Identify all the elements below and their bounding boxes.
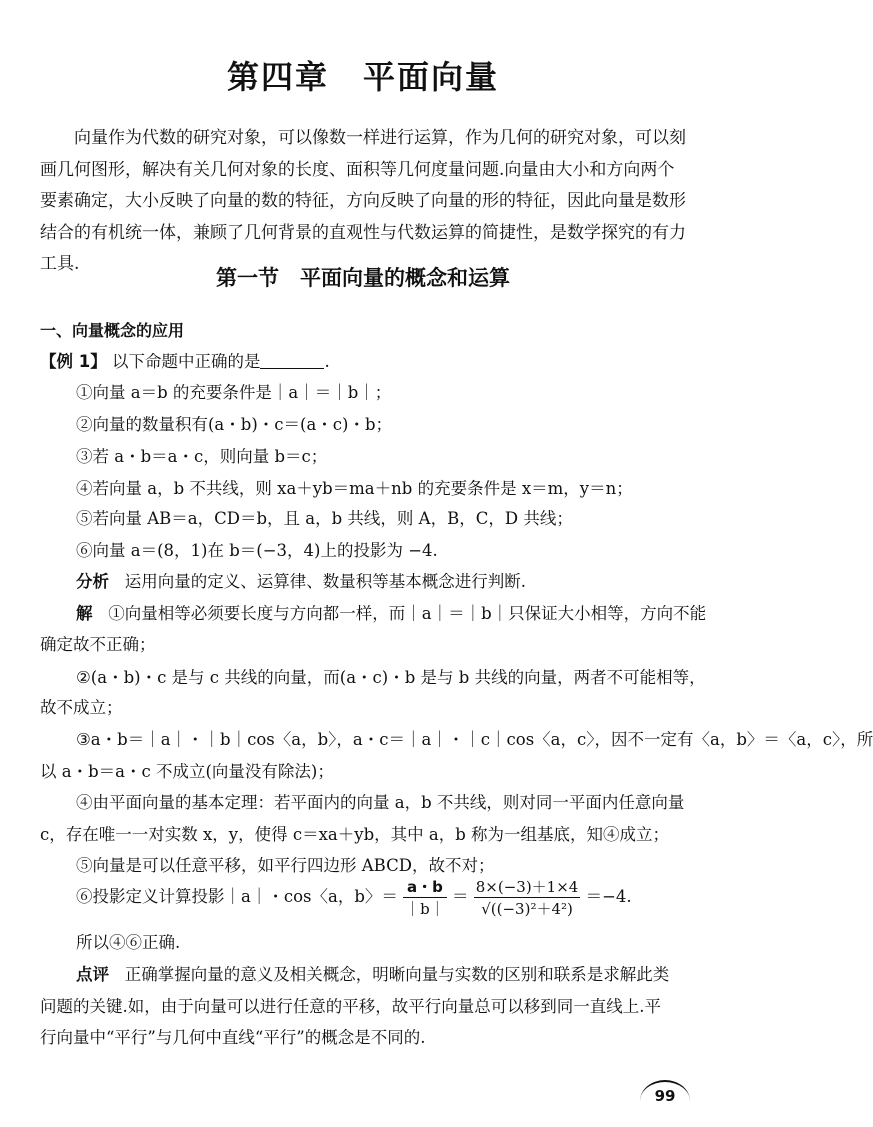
subheading: 一、向量概念的应用 [40,321,185,340]
fraction-2 [474,876,581,919]
example-question [40,348,330,372]
solution-label: 解 [76,604,93,623]
solution-line-9: ⑤向量是可以任意平移，如平行四边形 ABCD，故不对； [76,856,495,875]
analysis-text: 运用向量的定义、运算律、数量积等基本概念进行判断. [124,572,526,591]
example-item-2: ②向量的数量积有(a・b)・c＝(a・c)・b； [76,415,393,434]
solution-conclusion: 所以④⑥正确. [76,933,181,952]
solution-line-7: ④由平面向量的基本定理：若平面内的向量 a，b 不共线，则对同一平面内任意向量 [76,793,685,812]
comment-line-1 [76,961,669,985]
solution-line-3: ②(a・b)・c 是与 c 共线的向量，而(a・c)・b 是与 b 共线的向量，两者不可能相等， [76,668,706,687]
comment-text-1: 正确掌握向量的意义及相关概念，明晰向量与实数的区别和联系是求解此类 [124,965,670,984]
chapter-title: 第四章 平面向量 [226,58,499,96]
comment-line-2: 问题的关键.如，由于向量可以进行任意的平移，故平行向量总可以移到同一直线上.平 [40,997,661,1016]
solution-line-4: 故不成立； [40,698,123,717]
example-item-1: ①向量 a＝b 的充要条件是｜a｜＝｜b｜； [76,383,392,402]
example-question-text: 以下命题中正确的是 [111,352,261,371]
projection-formula [76,876,632,919]
example-label: 【例 1】 [40,352,107,371]
formula-equals: ＝ [452,887,469,906]
example-item-5: ⑤若向量 AB＝a，CD＝b，且 a，b 共线，则 A，B，C，D 共线； [76,509,573,528]
answer-blank [260,354,324,369]
fraction-2-numerator: 8×(−3)＋1×4 [475,878,579,896]
solution-text-1: ①向量相等必须要长度与方向都一样，而｜a｜＝｜b｜只保证大小相等，方向不能 [108,604,707,623]
example-item-6: ⑥向量 a＝(8，1)在 b＝(−3，4)上的投影为 −4. [76,541,438,560]
solution-line-1 [76,600,706,624]
fraction-1 [403,876,447,919]
solution-line-2: 确定故不正确； [40,635,156,654]
page-number: 99 [654,1087,676,1105]
example-item-3: ③若 a・b＝a・c，则向量 b＝c； [76,447,328,466]
example-item-4: ④若向量 a，b 不共线，则 xa＋yb＝ma＋nb 的充要条件是 x＝m，y＝n； [76,479,633,498]
solution-line-8: c，存在唯一一对实数 x，y，使得 c＝xa＋yb，其中 a，b 称为一组基底，知④成立； [40,825,670,844]
comment-line-3: 行向量中“平行”与几何中直线“平行”的概念是不同的. [40,1028,426,1047]
formula-suffix: ＝−4. [585,887,632,906]
question-end: . [324,352,330,371]
fraction-2-denominator: √((−3)²＋4²) [481,900,573,918]
intro-paragraph: 向量作为代数的研究对象，可以像数一样进行运算，作为几何的研究对象，可以刻画几何图形，解决有关几何对象的长度、面积等几何度量问题.向量由大小和方向两个要素确定，大小反映了向量的数的特征，方向反映了向量的形的特征，因此向量是数形结合的有机统一体，兼顾了几何背景的直观性与代数运算的简捷性，是数学探究的有力工具. [40,128,686,274]
fraction-1-numerator: a・b [403,876,447,898]
analysis [76,568,526,592]
analysis-label: 分析 [76,572,109,591]
comment-label: 点评 [76,965,109,984]
fraction-1-denominator: ｜b｜ [405,900,445,918]
formula-prefix: ⑥投影定义计算投影｜a｜・cos〈a，b〉＝ [76,887,398,906]
solution-line-5: ③a・b＝｜a｜・｜b｜cos〈a，b〉，a・c＝｜a｜・｜c｜cos〈a，c〉，因不一定有〈a，b〉＝〈a，c〉，所 [76,730,873,749]
section-title: 第一节 平面向量的概念和运算 [216,266,510,290]
solution-line-6: 以 a・b＝a・c 不成立(向量没有除法)； [40,762,334,781]
